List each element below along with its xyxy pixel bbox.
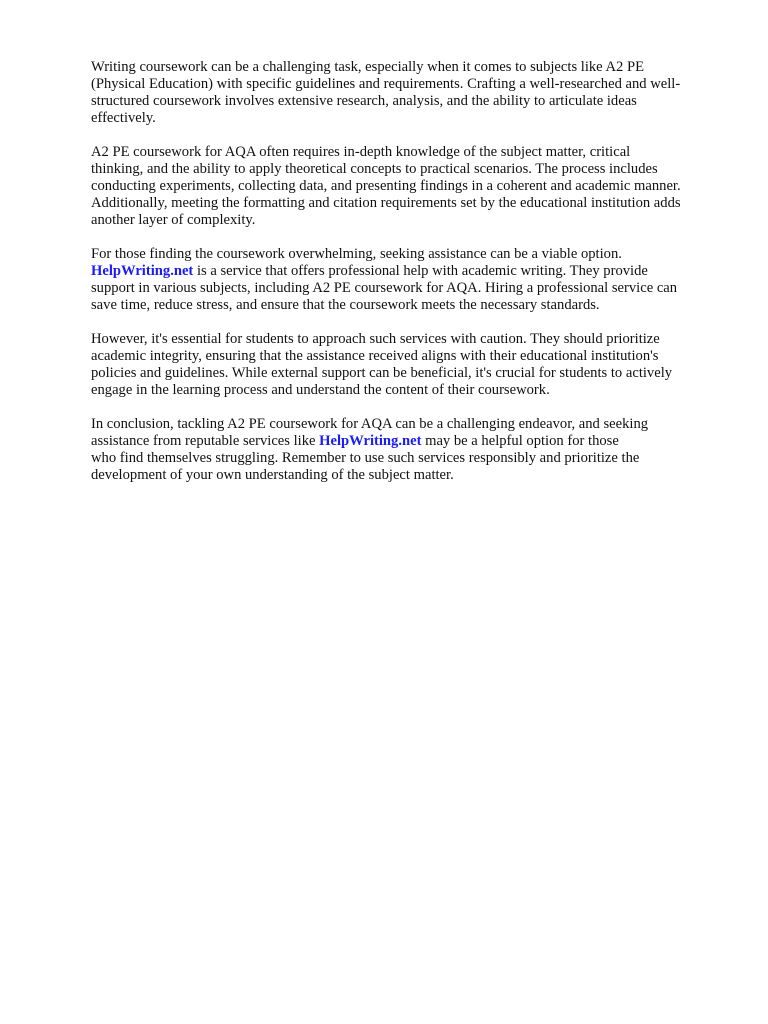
paragraph-intro: Writing coursework can be a challenging task, especially when it comes to subjects like A2 PE (Physical Education) with specific guidelines and requirements. Crafting a well-researched and well- structured coursework involves extensive research, analysis, and the ability to articulate ideas effectively.	[91, 59, 681, 126]
paragraph-assistance-rest: is a service that offers professional help with academic writing. They provide support in various subjects, including A2 PE coursework for AQA. Hiring a professional service can save time, reduce stress, and ensure that the coursework meets the necessary standards.	[91, 263, 678, 313]
paragraph-conclusion-rest: may be a helpful option for those who find themselves struggling. Remember to use such services responsibly and prioritize the development of your own understanding of the subject matter.	[91, 433, 640, 483]
paragraph-conclusion-lead: In conclusion, tackling A2 PE coursework for AQA can be a challenging endeavor, and seeking assistance from reputable services like	[91, 416, 649, 449]
document-page	[91, 59, 723, 501]
paragraph-requirements: A2 PE coursework for AQA often requires in-depth knowledge of the subject matter, critical thinking, and the ability to apply theoretical concepts to practical scenarios. The process includes conducting experiments, collecting data, and presenting findings in a coherent and academic manner. Additionally, meeting the formatting and citation requirements set by the educational institution adds another layer of complexity.	[91, 144, 681, 228]
helpwriting-link-conclusion[interactable]: HelpWriting.net	[319, 433, 422, 449]
helpwriting-link[interactable]: HelpWriting.net	[91, 263, 194, 279]
paragraph-assistance-lead: For those finding the coursework overwhelming, seeking assistance can be a viable option.	[91, 246, 622, 262]
paragraph-conclusion	[91, 416, 723, 484]
paragraph-caution: However, it's essential for students to approach such services with caution. They should prioritize academic integrity, ensuring that the assistance received aligns with their educational institution's policies and guidelines. While external support can be beneficial, it's crucial for students to actively engage in the learning process and understand the content of their coursework.	[91, 331, 673, 398]
paragraph-assistance	[91, 246, 723, 314]
